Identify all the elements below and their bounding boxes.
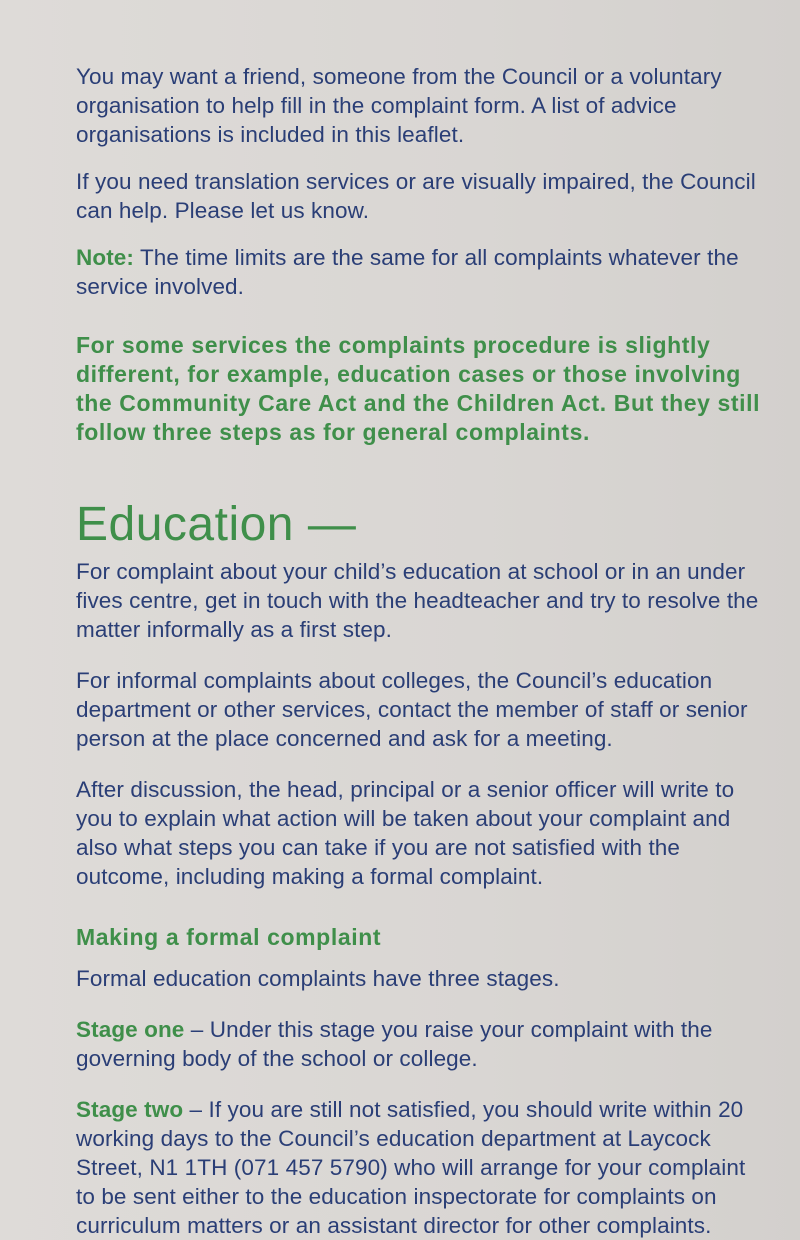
intro-paragraph-friend: You may want a friend, someone from the Council or a voluntary organisation to help fill in the complaint form. A list of advice organisations is included in this leaflet. <box>76 64 722 147</box>
stage-one-text: – Under this stage you raise your complaint with the governing body of the school or college. <box>76 1017 713 1071</box>
special-services-paragraph: For some services the complaints procedure is slightly different, for example, education cases or those involving the Community Care Act and the Children Act. But they still follow three steps as for general complaints. <box>76 332 761 445</box>
stage-two-text: – If you are still not satisfied, you should write within 20 working days to the Council’s education department at Laycock Street, N1 1TH (071 457 5790) who will arrange for your complaint to be sent either to the education inspectorate for complaints on curriculum matters or an assistant director for other complaints. <box>76 1097 746 1238</box>
stage-one-label: Stage one <box>76 1017 185 1042</box>
note-text: The time limits are the same for all complaints whatever the service involved. <box>76 245 739 299</box>
stage-two-label: Stage two <box>76 1097 184 1122</box>
stage-one-paragraph <box>76 1015 770 1073</box>
education-paragraph-discussion: After discussion, the head, principal or a senior officer will write to you to explain what action will be taken about your complaint and also what steps you can take if you are not satisfied with the outcome, including making a formal complaint. <box>76 777 735 889</box>
stage-two-paragraph <box>76 1095 770 1240</box>
note-label: Note: <box>76 245 134 270</box>
note-paragraph <box>76 243 770 301</box>
intro-paragraph-translation: If you need translation services or are visually impaired, the Council can help. Please let us know. <box>76 169 756 223</box>
education-paragraph-colleges: For informal complaints about colleges, the Council’s education department or other services, contact the member of staff or senior person at the place concerned and ask for a meeting. <box>76 668 748 751</box>
education-paragraph-school: For complaint about your child’s education at school or in an under fives centre, get in touch with the headteacher and try to resolve the matter informally as a first step. <box>76 559 759 642</box>
education-heading: Education — <box>76 498 357 551</box>
formal-stages-paragraph: Formal education complaints have three stages. <box>76 966 560 991</box>
formal-complaint-heading: Making a formal complaint <box>76 924 382 950</box>
